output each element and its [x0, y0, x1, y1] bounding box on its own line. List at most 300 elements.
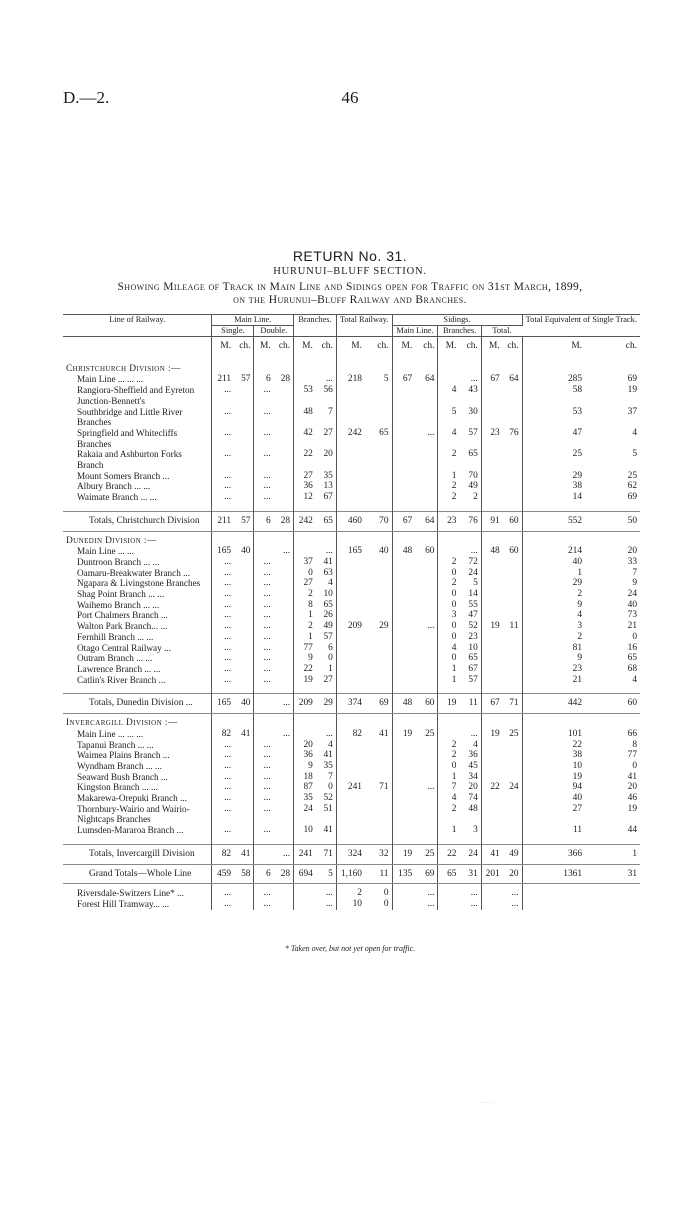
table-cell: ...	[263, 567, 271, 578]
table-cell	[415, 600, 438, 611]
table-cell: ...	[274, 729, 294, 740]
table-cell	[365, 385, 392, 406]
table-cell	[392, 428, 415, 449]
table-cell: 242	[347, 427, 362, 438]
table-cell: 10	[316, 589, 337, 600]
table-cell: 211	[217, 374, 232, 385]
table-cell	[274, 643, 294, 654]
table-cell: 242	[294, 511, 316, 531]
line-name: Totals, Christchurch Division	[63, 511, 212, 531]
table-cell: 0	[316, 782, 337, 793]
table-cell: 67	[392, 511, 415, 531]
table-row	[63, 546, 640, 557]
table-row	[63, 643, 640, 654]
subtitle-line-1: Showing Mileage of Track in Main Line and Sidings open for Traffic on 31st March, 1899,	[117, 281, 583, 293]
table-cell: 49	[316, 621, 337, 632]
col-main-line: Main Line.	[212, 315, 294, 326]
table-cell	[274, 782, 294, 793]
table-cell	[415, 793, 438, 804]
table-cell	[503, 471, 522, 482]
table-cell: 11	[572, 825, 583, 836]
table-cell: 31	[459, 864, 481, 884]
table-cell: 165	[212, 694, 234, 714]
table-cell: ...	[224, 663, 232, 674]
table-cell	[503, 664, 522, 675]
scan-smudge: . . . .	[480, 1097, 493, 1105]
table-row	[63, 653, 640, 664]
table-cell	[274, 578, 294, 589]
table-cell	[274, 610, 294, 621]
table-cell: ...	[263, 739, 271, 750]
table-cell: 7	[316, 407, 337, 428]
table-cell: ...	[263, 556, 271, 567]
table-cell	[522, 899, 585, 910]
table-cell: 91	[481, 511, 502, 531]
table-cell	[274, 621, 294, 632]
table-cell	[336, 481, 365, 492]
table-cell: ...	[263, 385, 271, 396]
footnote: * Taken over, but not yet open for traffic.	[284, 944, 416, 953]
table-cell	[503, 385, 522, 406]
table-cell	[503, 772, 522, 783]
table-cell	[234, 664, 254, 675]
table-cell	[274, 428, 294, 449]
table-cell: 3	[451, 610, 457, 621]
table-cell	[274, 899, 294, 910]
table-cell: 241	[347, 782, 362, 793]
table-cell	[336, 793, 365, 804]
table-cell	[365, 675, 392, 686]
table-cell: 218	[347, 374, 362, 385]
table-cell: 41	[481, 844, 502, 864]
table-cell: 28	[274, 511, 294, 531]
table-cell: ...	[503, 884, 522, 899]
table-cell: 41	[234, 844, 254, 864]
line-name: Mount Somers Branch ...	[63, 471, 212, 482]
table-cell	[481, 449, 502, 470]
table-cell	[365, 825, 392, 836]
table-cell: ...	[224, 771, 232, 782]
table-cell: 0	[632, 760, 637, 771]
table-cell: 57	[459, 428, 481, 449]
table-cell	[481, 578, 502, 589]
unit-label: ch.	[365, 337, 392, 352]
table-cell: ...	[263, 610, 271, 621]
table-cell	[392, 750, 415, 761]
table-cell: ...	[224, 556, 232, 567]
table-cell: 65	[316, 600, 337, 611]
table-row	[63, 407, 640, 428]
table-cell: ...	[459, 374, 481, 385]
table-cell: ...	[263, 888, 271, 899]
table-cell: 29	[572, 578, 583, 589]
table-cell: 0	[451, 653, 457, 664]
table-cell	[274, 385, 294, 406]
table-cell: ...	[263, 481, 271, 492]
table-cell	[365, 578, 392, 589]
table-cell: 1	[451, 663, 457, 674]
col-line-of-railway: Line of Railway.	[63, 315, 212, 337]
table-cell: 81	[572, 642, 583, 653]
table-cell: 10	[352, 898, 362, 909]
table-cell: 0	[365, 884, 392, 899]
table-cell: 22	[572, 739, 583, 750]
table-cell: 65	[365, 428, 392, 449]
table-row	[63, 664, 640, 675]
table-cell	[365, 750, 392, 761]
table-cell	[336, 825, 365, 836]
table-cell: 20	[627, 782, 637, 793]
table-cell: 9	[577, 653, 583, 664]
table-cell: 7	[451, 782, 457, 793]
table-cell: 14	[459, 589, 481, 600]
table-cell: 52	[316, 793, 337, 804]
table-cell: ...	[224, 449, 232, 460]
table-cell: 1361	[522, 864, 585, 884]
table-row	[63, 632, 640, 643]
table-cell: 4	[316, 740, 337, 751]
table-cell: ...	[316, 729, 337, 740]
table-row	[63, 782, 640, 793]
table-cell: 69	[415, 864, 438, 884]
table-cell: 55	[459, 600, 481, 611]
table-cell	[254, 546, 274, 557]
unit-label: ch.	[415, 337, 438, 352]
table-cell: 60	[503, 546, 522, 557]
table-cell: 41	[316, 825, 337, 836]
table-cell	[294, 374, 316, 385]
table-cell: 241	[294, 844, 316, 864]
table-cell: 211	[212, 511, 234, 531]
table-cell	[365, 471, 392, 482]
table-cell: 9	[308, 653, 313, 664]
table-row	[63, 568, 640, 579]
table-cell: 552	[522, 511, 585, 531]
table-cell	[234, 750, 254, 761]
table-cell: 36	[459, 750, 481, 761]
table-cell: 1	[316, 664, 337, 675]
table-cell: 460	[336, 511, 365, 531]
table-cell	[274, 884, 294, 899]
table-cell	[415, 804, 438, 825]
table-row	[63, 578, 640, 589]
table-cell: 2	[451, 492, 457, 503]
table-cell: 67	[316, 492, 337, 503]
table-cell	[392, 772, 415, 783]
table-cell	[415, 578, 438, 589]
table-cell	[503, 578, 522, 589]
col-single: Single.	[212, 326, 254, 337]
table-cell	[503, 761, 522, 772]
table-cell: ...	[224, 674, 232, 685]
table-cell: 24	[459, 844, 481, 864]
table-cell: 165	[217, 546, 232, 557]
table-row	[63, 385, 640, 406]
table-cell: 71	[316, 844, 337, 864]
table-cell: ...	[224, 492, 232, 503]
table-cell: 35	[316, 761, 337, 772]
table-cell: 22	[303, 449, 313, 460]
table-cell	[234, 407, 254, 428]
line-name: Totals, Invercargill Division	[63, 844, 212, 864]
table-row	[63, 899, 640, 910]
table-cell: ...	[224, 589, 232, 600]
table-cell	[274, 449, 294, 470]
table-cell	[274, 653, 294, 664]
table-cell: 5	[316, 864, 337, 884]
table-cell: ...	[224, 610, 232, 621]
table-cell	[336, 740, 365, 751]
table-cell	[274, 772, 294, 783]
division-heading-row	[63, 531, 640, 546]
table-cell	[234, 643, 254, 654]
line-name: Makarewa-Orepuki Branch ...	[63, 793, 212, 804]
table-cell	[503, 407, 522, 428]
table-cell	[481, 471, 502, 482]
table-cell	[415, 610, 438, 621]
table-cell: 10	[303, 825, 313, 836]
table-cell: 19	[627, 803, 637, 814]
table-cell: 25	[415, 844, 438, 864]
table-cell: 0	[316, 653, 337, 664]
table-cell: ...	[459, 546, 481, 557]
line-name: Otago Central Railway ...	[63, 643, 212, 654]
line-name: Lawrence Branch ... ...	[63, 664, 212, 675]
unit-label: M.	[302, 341, 313, 351]
table-cell	[503, 481, 522, 492]
table-cell: 4	[451, 385, 457, 396]
table-cell: 20	[503, 864, 522, 884]
blank-cell	[63, 337, 212, 352]
table-cell: 7	[316, 772, 337, 783]
table-cell	[481, 407, 502, 428]
table-cell	[365, 449, 392, 470]
table-cell: 19	[490, 728, 500, 739]
line-name: Fernhill Branch ... ...	[63, 632, 212, 643]
table-cell: 77	[627, 750, 637, 761]
table-cell: ...	[263, 449, 271, 460]
table-cell	[336, 492, 365, 503]
table-cell	[392, 471, 415, 482]
table-cell: 4	[316, 578, 337, 589]
line-name: Lumsden-Mararoa Branch ...	[63, 825, 212, 836]
table-cell	[336, 653, 365, 664]
table-cell	[365, 557, 392, 568]
table-cell	[503, 675, 522, 686]
table-cell: 53	[572, 406, 583, 417]
table-cell: ...	[263, 599, 271, 610]
table-cell	[392, 610, 415, 621]
table-cell: 94	[572, 782, 583, 793]
table-cell: 18	[303, 771, 313, 782]
table-row	[63, 740, 640, 751]
table-cell: ...	[415, 428, 438, 449]
table-cell: 8	[632, 739, 637, 750]
table-cell	[336, 600, 365, 611]
table-cell: 1	[451, 825, 457, 836]
table-cell: 45	[459, 761, 481, 772]
table-cell	[392, 793, 415, 804]
table-cell: 66	[627, 728, 637, 739]
units-row	[63, 337, 640, 352]
table-cell: 2	[459, 492, 481, 503]
table-cell	[365, 568, 392, 579]
table-cell	[234, 481, 254, 492]
table-cell: 2	[451, 578, 457, 589]
table-cell: 21	[627, 621, 637, 632]
table-cell	[365, 610, 392, 621]
table-cell: 285	[567, 374, 583, 385]
table-cell	[481, 385, 502, 406]
table-cell: 60	[415, 546, 438, 557]
table-cell	[365, 643, 392, 654]
table-cell: ...	[503, 899, 522, 910]
line-name: Rangiora-Sheffield and Eyreton Junction-Bennett's	[63, 385, 212, 406]
table-cell: 19	[627, 385, 637, 396]
table-cell	[336, 610, 365, 621]
table-cell: 442	[522, 694, 585, 714]
table-cell: 4	[451, 642, 457, 653]
table-cell: 2	[451, 449, 457, 460]
col-double: Double.	[254, 326, 294, 337]
table-cell: 20	[459, 782, 481, 793]
line-name: Walton Park Branch... ...	[63, 621, 212, 632]
table-cell: 48	[490, 546, 500, 557]
table-cell: ...	[224, 578, 232, 589]
table-cell	[234, 899, 254, 910]
line-name: Waihemo Branch ... ...	[63, 600, 212, 611]
table-cell: 0	[451, 631, 457, 642]
table-cell: ...	[316, 374, 337, 385]
table-cell: 694	[294, 864, 316, 884]
table-row	[63, 481, 640, 492]
col-sidings-total: Total.	[481, 326, 522, 337]
table-cell	[234, 492, 254, 503]
table-cell	[234, 568, 254, 579]
spacer-row	[63, 352, 640, 360]
unit-label: M.	[489, 341, 500, 351]
table-cell: 459	[212, 864, 234, 884]
table-cell	[274, 675, 294, 686]
table-cell	[254, 844, 274, 864]
line-name: Tapanui Branch ... ...	[63, 740, 212, 751]
table-cell: ...	[263, 621, 271, 632]
division-total-row	[63, 694, 640, 714]
line-name: Dunedin Division :—	[63, 531, 212, 546]
line-name: Oamaru-Breakwater Branch ...	[63, 568, 212, 579]
table-row	[63, 675, 640, 686]
col-sidings-main: Main Line.	[392, 326, 438, 337]
line-name: Waimate Branch ... ...	[63, 492, 212, 503]
unit-label: M.	[571, 341, 583, 351]
table-cell: 16	[627, 642, 637, 653]
table-cell: 2	[577, 589, 583, 600]
table-cell: 69	[365, 694, 392, 714]
table-cell	[336, 664, 365, 675]
table-cell	[481, 557, 502, 568]
table-cell: 1	[451, 470, 457, 481]
table-cell: 2	[577, 631, 583, 642]
table-cell	[481, 740, 502, 751]
table-cell	[481, 761, 502, 772]
table-cell: ...	[415, 782, 438, 793]
table-cell	[365, 761, 392, 772]
table-cell: 12	[303, 492, 313, 503]
table-cell: ...	[263, 492, 271, 503]
table-cell	[438, 899, 460, 910]
col-branches: Branches.	[294, 315, 337, 337]
table-cell: 101	[567, 728, 583, 739]
table-cell: 1	[585, 844, 640, 864]
table-cell: 25	[415, 729, 438, 740]
table-cell: 70	[365, 511, 392, 531]
line-name: Forest Hill Tramway... ...	[63, 899, 212, 910]
table-cell: 10	[459, 643, 481, 654]
table-cell	[503, 610, 522, 621]
table-cell: 4	[459, 740, 481, 751]
line-name: Springfield and Whitecliffs Branches	[63, 428, 212, 449]
table-cell	[274, 825, 294, 836]
table-cell: 65	[459, 653, 481, 664]
table-cell	[234, 428, 254, 449]
table-cell	[522, 884, 585, 899]
table-cell: ...	[274, 844, 294, 864]
table-cell	[415, 481, 438, 492]
table-cell	[392, 632, 415, 643]
table-cell: 76	[503, 428, 522, 449]
table-cell	[336, 589, 365, 600]
table-cell: 27	[316, 675, 337, 686]
table-cell: 0	[365, 899, 392, 910]
table-cell: 22	[303, 663, 313, 674]
table-cell: 0	[308, 567, 313, 578]
table-row	[63, 729, 640, 740]
table-cell: 11	[459, 694, 481, 714]
table-cell	[234, 578, 254, 589]
table-cell	[336, 643, 365, 654]
table-cell: 4	[632, 427, 637, 438]
table-cell	[415, 772, 438, 783]
table-cell: 135	[392, 864, 415, 884]
table-cell: ...	[274, 694, 294, 714]
subtitle	[55, 281, 645, 307]
table-cell: ...	[224, 642, 232, 653]
table-cell	[274, 761, 294, 772]
table-cell	[415, 643, 438, 654]
table-cell: 10	[572, 760, 583, 771]
table-cell	[274, 632, 294, 643]
table-cell: ...	[263, 470, 271, 481]
table-cell	[415, 750, 438, 761]
table-cell: ...	[415, 899, 438, 910]
line-name: Totals, Dunedin Division ...	[63, 694, 212, 714]
table-cell: 63	[316, 568, 337, 579]
table-cell: 28	[274, 374, 294, 385]
line-name: Grand Totals—Whole Line	[63, 864, 212, 884]
table-cell: 5	[451, 406, 457, 417]
table-cell: 2	[308, 621, 313, 632]
table-row	[63, 750, 640, 761]
table-cell: 40	[572, 556, 583, 567]
table-cell: ...	[263, 674, 271, 685]
table-cell	[274, 557, 294, 568]
return-title: RETURN No. 31.	[292, 248, 408, 264]
table-cell: 324	[336, 844, 365, 864]
table-cell	[274, 407, 294, 428]
table-cell: 23	[438, 511, 460, 531]
table-cell: 0	[451, 599, 457, 610]
table-cell: 53	[303, 385, 313, 396]
